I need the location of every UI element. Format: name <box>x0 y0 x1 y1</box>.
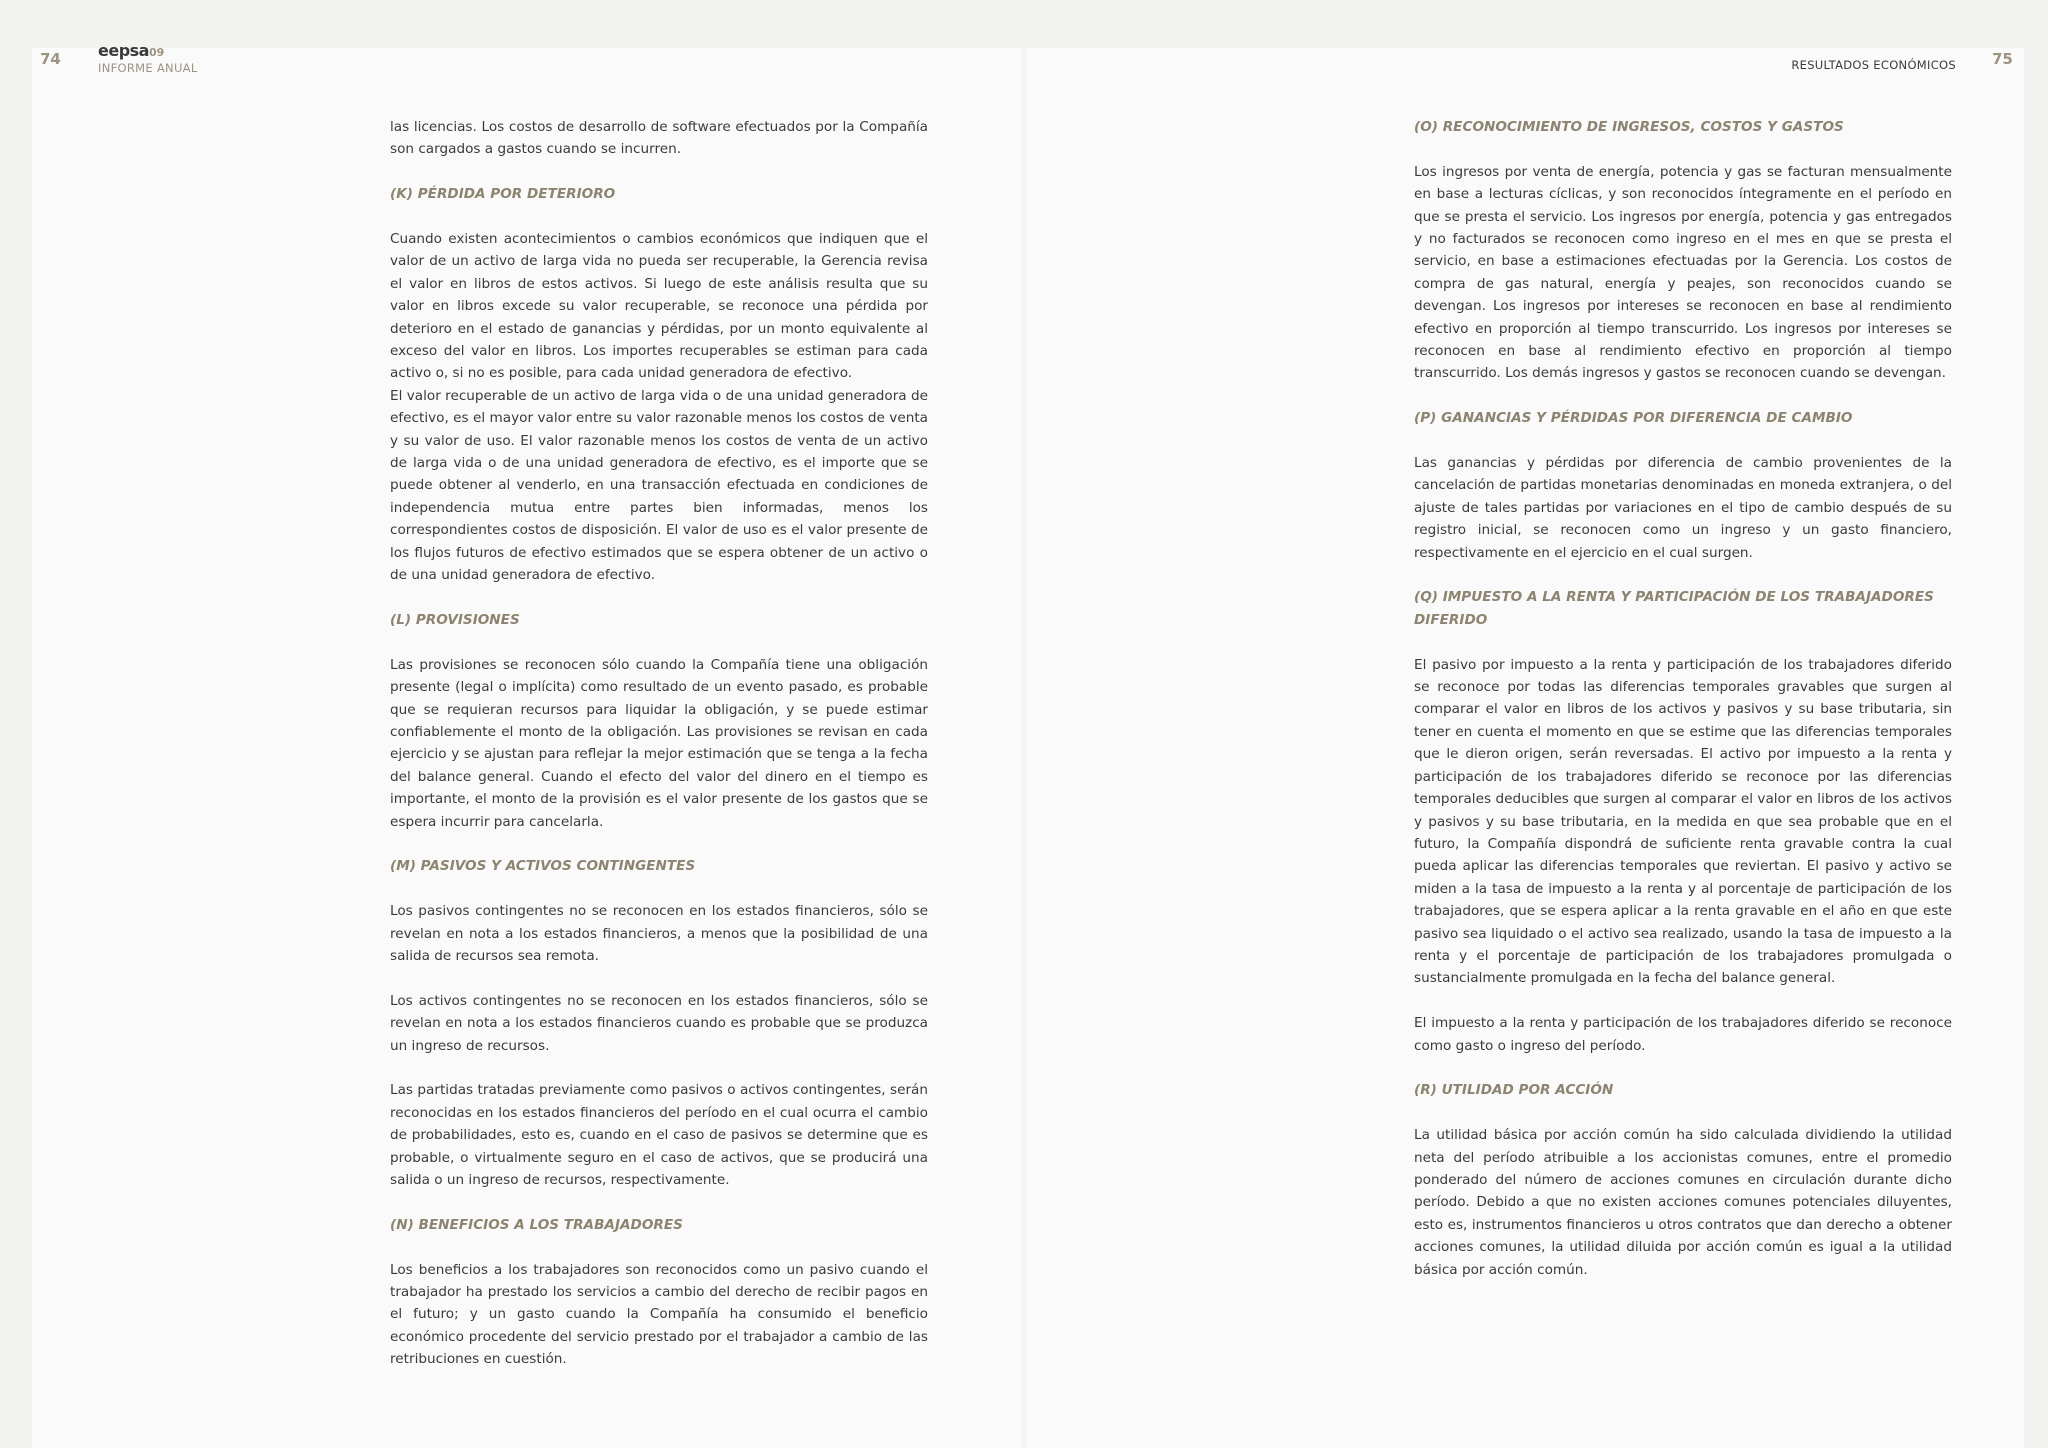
left-page-number: 74 <box>40 50 61 68</box>
section-heading: (Q) IMPUESTO A LA RENTA Y PARTICIPACIÓN DE LOS TRABAJADORES DIFERIDO <box>1414 589 1934 628</box>
body-paragraph: Los ingresos por venta de energía, potencia y gas se facturan mensualmente en base a lecturas cíclicas, y son reconocidos íntegramente en el período en que se presta el servicio. Los ingresos por energía, potencia y gas entregados y no facturados se reconocen como ingreso en el mes en que se presta el servicio, en base a estimaciones efectuadas por la Gerencia. Los costos de compra de gas natural, energía y peajes, son reconocidos cuando se devengan. Los ingresos por intereses se reconocen en base al rendimiento efectivo en proporción al tiempo transcurrido. Los ingresos por intereses se reconocen en base al rendimiento efectivo en proporción al tiempo transcurrido. Los demás ingresos y gastos se reconocen cuando se devengan. <box>1414 163 1952 382</box>
body-paragraph: El valor recuperable de un activo de larga vida o de una unidad generadora de efectivo, es el mayor valor entre su valor razonable menos los costos de venta y su valor de uso. El valor razonable menos los costos de venta de un activo de larga vida o de una unidad generadora de efectivo, es el importe que se puede obtener al venderlo, en una transacción efectuada en condiciones de independencia mutua entre partes bien informadas, menos los correspondientes costos de disposición. El valor de uso es el valor presente de los flujos futuros de efectivo estimados que se espera obtener de un activo o de una unidad generadora de efectivo. <box>390 387 928 584</box>
section-heading: (N) BENEFICIOS A LOS TRABAJADORES <box>390 1216 683 1233</box>
body-paragraph: El impuesto a la renta y participación de los trabajadores diferido se reconoce como gasto o ingreso del período. <box>1414 1015 1952 1054</box>
body-paragraph: El pasivo por impuesto a la renta y participación de los trabajadores diferido se reconoce por todas las diferencias temporales gravables que surgen al comparar el valor en libros de los activos y pasivos y su base tributaria, sin tener en cuenta el momento en que se estime que las diferencias temporales que le dieron origen, serán reversadas. El activo por impuesto a la renta y participación de los trabajadores diferido se reconoce por las diferencias temporales deducibles que surgen al comparar el valor en libros de los activos y pasivos y su base tributaria, en la medida en que sea probable que en el futuro, la Compañía dispondrá de suficiente renta gravable contra la cual pueda aplicar las diferencias temporales que reviertan. El pasivo y activo se miden a la tasa de impuesto a la renta y al porcentaje de participación de los trabajadores, que se espera aplicar a la renta gravable en el año en que este pasivo sea liquidado o el activo sea realizado, usando la tasa de impuesto a la renta y el porcentaje de participación de los trabajadores promulgada o sustancialmente promulgada en la fecha del balance general. <box>1414 656 1952 987</box>
brand-logo <box>98 43 198 75</box>
right-page-number: 75 <box>1992 50 2013 68</box>
body-paragraph: Las partidas tratadas previamente como pasivos o activos contingentes, serán reconocidas en los estados financieros del período en el cual ocurra el cambio de probabilidades, esto es, cuando en el caso de pasivos se determine que es probable, o virtualmente seguro en el caso de activos, que se producirá una salida o un ingreso de recursos, respectivamente. <box>390 1082 928 1188</box>
section-heading: (L) PROVISIONES <box>390 611 520 628</box>
page-gutter <box>1022 48 1026 1448</box>
section-heading: (R) UTILIDAD POR ACCIÓN <box>1414 1082 1614 1099</box>
section-heading: (O) RECONOCIMIENTO DE INGRESOS, COSTOS Y GASTOS <box>1414 119 1844 135</box>
brand-subtitle: INFORME ANUAL <box>98 61 198 75</box>
body-paragraph: Los activos contingentes no se reconocen en los estados financieros, sólo se revelan en nota a los estados financieros cuando es probable que se produzca un ingreso de recursos. <box>390 992 928 1054</box>
body-paragraph: las licencias. Los costos de desarrollo de software efectuados por la Compañía son cargados a gastos cuando se incurren. <box>390 119 928 158</box>
body-paragraph: Las ganancias y pérdidas por diferencia de cambio provenientes de la cancelación de partidas monetarias denominadas en moneda extranjera, o del ajuste de tales partidas por variaciones en el tipo de cambio después de su registro inicial, se reconocen como un ingreso y un gasto financiero, respectivamente en el ejercicio en el cual surgen. <box>1414 455 1952 561</box>
body-paragraph: Cuando existen acontecimientos o cambios económicos que indiquen que el valor de un activo de larga vida no pueda ser recuperable, la Gerencia revisa el valor en libros de estos activos. Si luego de este análisis resulta que su valor en libros excede su valor recuperable, se reconoce una pérdida por deterioro en el estado de ganancias y pérdidas, por un monto equivalente al exceso del valor en libros. Los importes recuperables se estiman para cada activo o, si no es posible, para cada unidad generadora de efectivo. <box>390 231 928 382</box>
section-heading: (K) PÉRDIDA POR DETERIORO <box>390 186 616 203</box>
section-title: RESULTADOS ECONÓMICOS <box>1791 58 1956 72</box>
section-heading: (M) PASIVOS Y ACTIVOS CONTINGENTES <box>390 858 696 875</box>
body-paragraph: Los pasivos contingentes no se reconocen en los estados financieros, sólo se revelan en nota a los estados financieros, a menos que la posibilidad de una salida de recursos sea remota. <box>390 903 928 964</box>
body-paragraph: Las provisiones se reconocen sólo cuando la Compañía tiene una obligación presente (legal o implícita) como resultado de un evento pasado, es probable que se requieran recursos para liquidar la obligación, y se puede estimar confiablemente el monto de la obligación. Las provisiones se revisan en cada ejercicio y se ajustan para reflejar la mejor estimación que se tenga a la fecha del balance general. Cuando el efecto del valor del dinero en el tiempo es importante, el monto de la provisión es el valor presente de los gastos que se espera incurrir para cancelarla. <box>390 656 928 830</box>
body-paragraph: La utilidad básica por acción común ha sido calculada dividiendo la utilidad neta del período atribuible a los accionistas comunes, entre el promedio ponderado del número de acciones comunes en circulación durante dicho período. Debido a que no existen acciones comunes potenciales diluyentes, esto es, instrumentos financieros u otros contratos que dan derecho a obtener acciones comunes, la utilidad diluida por acción común es igual a la utilidad básica por acción común. <box>1414 1127 1952 1278</box>
left-text-column <box>390 116 928 1393</box>
brand-name: eepsa <box>98 41 149 60</box>
body-paragraph: Los beneficios a los trabajadores son reconocidos como un pasivo cuando el trabajador ha prestado los servicios a cambio del derecho de recibir pagos en el futuro; y un gasto cuando la Compañía ha consumido el beneficio económico procedente del servicio prestado por el trabajador a cambio de las retribuciones en cuestión. <box>390 1261 928 1368</box>
right-text-column <box>1414 116 1952 1303</box>
section-heading: (P) GANANCIAS Y PÉRDIDAS POR DIFERENCIA DE CAMBIO <box>1414 410 1853 427</box>
brand-year: 09 <box>148 46 165 59</box>
